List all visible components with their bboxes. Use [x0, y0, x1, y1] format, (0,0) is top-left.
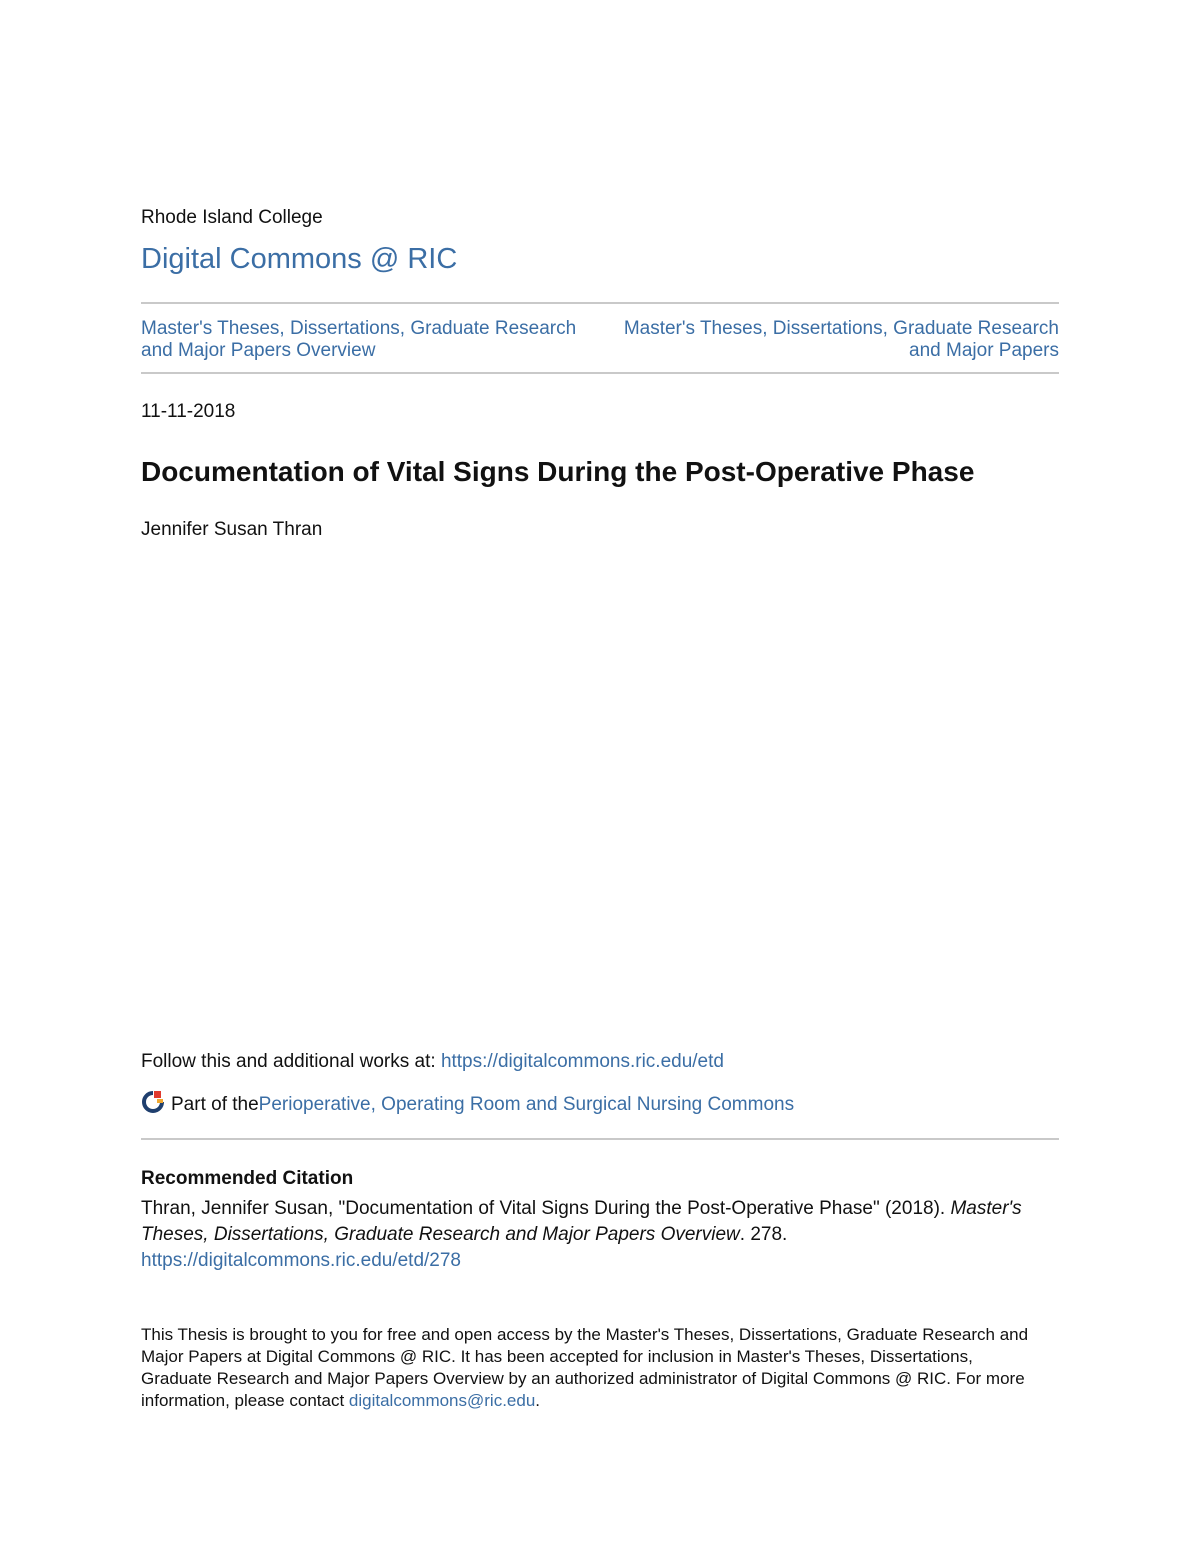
part-of-label: Part of the [171, 1094, 259, 1115]
access-statement [141, 1324, 1041, 1412]
follow-label: Follow this and additional works at: [141, 1051, 441, 1072]
repository-link[interactable]: Digital Commons @ RIC [141, 243, 458, 275]
document-title: Documentation of Vital Signs During the Post-Operative Phase [141, 456, 975, 487]
citation-url-link[interactable]: https://digitalcommons.ric.edu/etd/278 [141, 1250, 462, 1271]
document-author: Jennifer Susan Thran [141, 519, 323, 540]
citation-plain: Thran, Jennifer Susan, "Documentation of Vital Signs During the Post-Operative Phase" (2018). [141, 1198, 951, 1219]
series-link[interactable]: Master's Theses, Dissertations, Graduate Research and Major Papers [623, 318, 1059, 361]
institution-name: Rhode Island College [141, 207, 323, 228]
statement-text: This Thesis is brought to you for free and open access by the Master's Theses, Dissertations, Graduate Research and Major Papers at Digital Commons @ RIC. It has been accepted for inclusion in Master's Theses, Dissertations, Graduate Research and Major Papers Overview by an authorized administrator of Digital Commons @ RIC. For more information, please contact [141, 1325, 1029, 1410]
publication-date: 11-11-2018 [141, 401, 236, 422]
series-divider [141, 372, 1059, 374]
commons-discipline-link[interactable]: Perioperative, Operating Room and Surgical Nursing Commons [258, 1094, 795, 1115]
network-commons-icon [141, 1090, 171, 1120]
citation-series: Master's Theses, Dissertations, Graduate Research and Major Papers Overview [141, 1198, 1022, 1245]
citation-divider [141, 1138, 1059, 1140]
follow-url-link[interactable]: https://digitalcommons.ric.edu/etd [440, 1051, 724, 1072]
citation-number: . 278. [739, 1224, 788, 1245]
part-of-line [141, 1090, 794, 1120]
citation-heading: Recommended Citation [141, 1168, 354, 1189]
statement-end: . [535, 1391, 541, 1410]
contact-email-link[interactable]: digitalcommons@ric.edu [348, 1391, 536, 1410]
follow-line [141, 1051, 724, 1073]
citation-text [141, 1196, 1059, 1274]
series-overview-link[interactable]: Master's Theses, Dissertations, Graduate Research and Major Papers Overview [141, 318, 577, 361]
header-divider [141, 302, 1059, 304]
